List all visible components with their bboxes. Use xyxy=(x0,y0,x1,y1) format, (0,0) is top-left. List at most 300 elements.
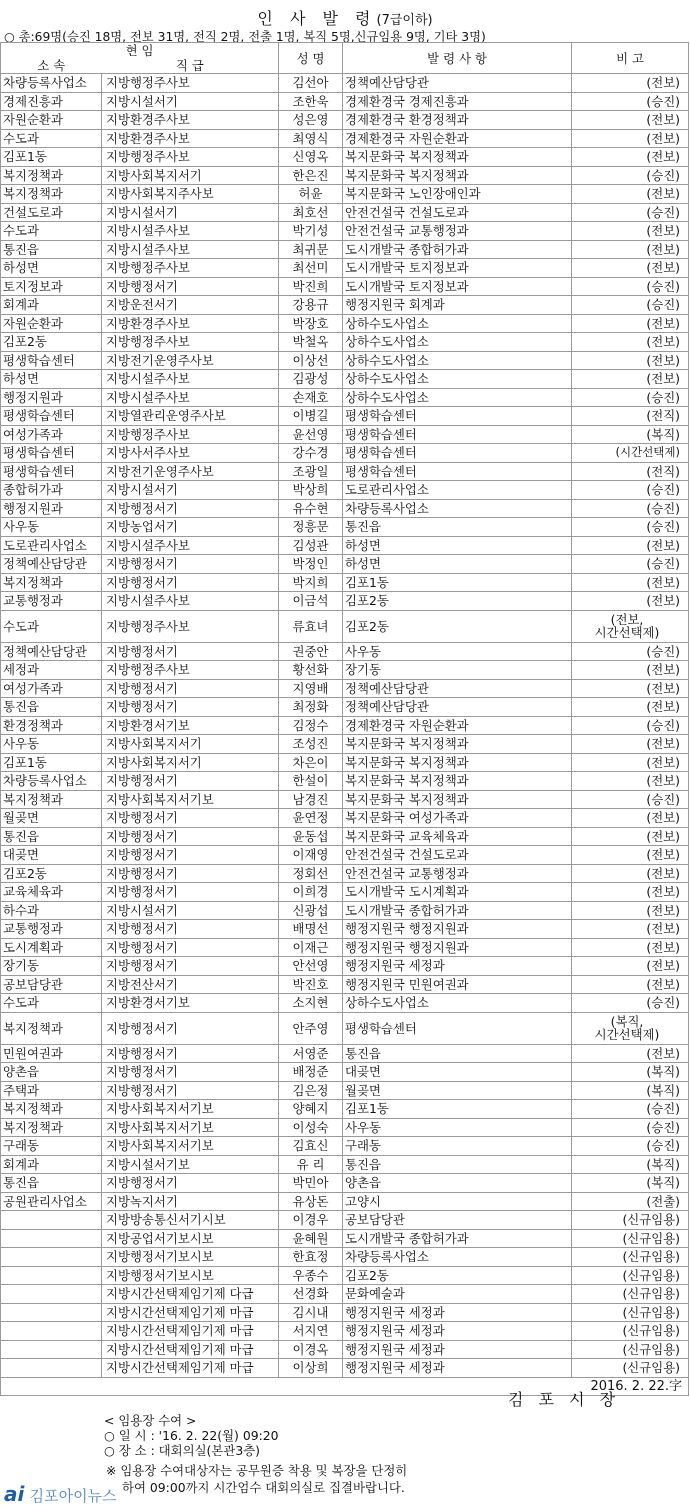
row-note: (승진) xyxy=(572,277,689,296)
table-row xyxy=(1,957,689,976)
row-name: 윤선영 xyxy=(279,425,343,444)
row-note: (전보) xyxy=(572,148,689,167)
table-row xyxy=(1,462,689,481)
row-rank: 지방환경서기보 xyxy=(102,716,279,735)
row-dept: 토지정보과 xyxy=(1,277,102,296)
row-rank: 지방환경주사보 xyxy=(102,314,279,333)
table-row xyxy=(1,975,689,994)
row-dept: 공보담당관 xyxy=(1,975,102,994)
row-rank: 지방행정서기 xyxy=(102,938,279,957)
row-name: 배명선 xyxy=(279,920,343,939)
row-dept: 대곶면 xyxy=(1,846,102,865)
row-name: 조광일 xyxy=(279,462,343,481)
row-rank: 지방행정주사보 xyxy=(102,661,279,680)
row-rank: 지방전기운영주사보 xyxy=(102,351,279,370)
row-rank: 지방시설주사보 xyxy=(102,592,279,611)
table-header xyxy=(1,43,689,74)
row-dept: 복지정책과 xyxy=(1,573,102,592)
table-row xyxy=(1,772,689,791)
row-order: 차량등록사업소 xyxy=(343,499,572,518)
row-order: 행정지원국 회계과 xyxy=(343,296,572,315)
row-rank: 지방행정서기 xyxy=(102,1081,279,1100)
table-row xyxy=(1,1322,689,1341)
table-row xyxy=(1,481,689,500)
row-dept: 수도과 xyxy=(1,222,102,241)
row-rank: 지방시설주사보 xyxy=(102,370,279,389)
row-note: (전보) xyxy=(572,592,689,611)
row-dept: 행정지원과 xyxy=(1,499,102,518)
row-name: 김시내 xyxy=(279,1303,343,1322)
row-dept: 민원여권과 xyxy=(1,1044,102,1063)
row-note: (전보) xyxy=(572,827,689,846)
ceremony-note-line2: 하여 09:00까지 시간엄수 대회의실로 집결바랍니다. xyxy=(122,1480,405,1495)
table-row xyxy=(1,1118,689,1137)
row-note: (전보) xyxy=(572,370,689,389)
row-note: (전보) xyxy=(572,753,689,772)
row-order: 복지문화국 복지정책과 xyxy=(343,148,572,167)
row-rank: 지방사회복지서기보 xyxy=(102,1100,279,1119)
row-dept: 통진읍 xyxy=(1,698,102,717)
row-order: 복지문화국 교육체육과 xyxy=(343,827,572,846)
row-dept: 교통행정과 xyxy=(1,592,102,611)
row-order: 정책예산담당관 xyxy=(343,74,572,93)
row-rank: 지방시간선택제임기제 다급 xyxy=(102,1285,279,1304)
row-name: 한설이 xyxy=(279,772,343,791)
table-row xyxy=(1,92,689,111)
table-row xyxy=(1,1359,689,1378)
row-note: (전직) xyxy=(572,462,689,481)
table-body xyxy=(1,74,689,1378)
row-order: 경제환경국 자원순환과 xyxy=(343,716,572,735)
row-note: (전보) xyxy=(572,661,689,680)
row-dept: 공원관리사업소 xyxy=(1,1192,102,1211)
row-rank: 지방행정서기 xyxy=(102,846,279,865)
row-order: 차량등록사업소 xyxy=(343,1248,572,1267)
row-dept: 평생학습센터 xyxy=(1,462,102,481)
row-rank: 지방시설서기보 xyxy=(102,1155,279,1174)
row-order: 복지문화국 복지정책과 xyxy=(343,790,572,809)
row-rank: 지방녹지서기 xyxy=(102,1192,279,1211)
table-row xyxy=(1,351,689,370)
row-name: 허윤 xyxy=(279,185,343,204)
row-dept: 주택과 xyxy=(1,1081,102,1100)
row-note: (승진) xyxy=(572,92,689,111)
row-note: (전보) xyxy=(572,240,689,259)
table-row xyxy=(1,1012,689,1044)
row-order: 행정지원국 세정과 xyxy=(343,1359,572,1378)
row-rank: 지방시설서기 xyxy=(102,203,279,222)
row-note: (복직) xyxy=(572,1155,689,1174)
row-note: (승진) xyxy=(572,555,689,574)
row-name: 이성숙 xyxy=(279,1118,343,1137)
row-order: 대곶면 xyxy=(343,1063,572,1082)
table-row xyxy=(1,864,689,883)
row-note: (신규임용) xyxy=(572,1229,689,1248)
row-name: 박장호 xyxy=(279,314,343,333)
row-note: (복직, 시간선택제) xyxy=(572,1012,689,1044)
row-note: (승진) xyxy=(572,790,689,809)
row-order: 상하수도사업소 xyxy=(343,994,572,1013)
row-order: 행정지원국 세정과 xyxy=(343,957,572,976)
row-name: 강용규 xyxy=(279,296,343,315)
page-title xyxy=(0,6,690,29)
row-dept: 평생학습센터 xyxy=(1,444,102,463)
row-dept: 복지정책과 xyxy=(1,790,102,809)
title-text: 인 사 발 령 xyxy=(257,9,377,28)
row-note: (전보) xyxy=(572,314,689,333)
row-note: (전보) xyxy=(572,846,689,865)
table-row xyxy=(1,573,689,592)
row-dept: 하성면 xyxy=(1,259,102,278)
row-dept: 김포2동 xyxy=(1,864,102,883)
table-row xyxy=(1,1303,689,1322)
row-rank: 지방환경서기보 xyxy=(102,994,279,1013)
row-dept: 통진읍 xyxy=(1,240,102,259)
ceremony-heading: < 임용장 수여 > xyxy=(104,1413,197,1428)
table-row xyxy=(1,518,689,537)
table-row xyxy=(1,277,689,296)
ceremony-place: ○ 장 소 : 대회의실(본관3층) xyxy=(104,1443,261,1458)
row-dept: 회계과 xyxy=(1,1155,102,1174)
row-rank: 지방환경주사보 xyxy=(102,111,279,130)
row-order: 경제환경국 환경정책과 xyxy=(343,111,572,130)
row-order: 경제환경국 경제진흥과 xyxy=(343,92,572,111)
row-name: 김은정 xyxy=(279,1081,343,1100)
row-order: 김포1동 xyxy=(343,1100,572,1119)
row-rank: 지방환경주사보 xyxy=(102,129,279,148)
row-note: (신규임용) xyxy=(572,1211,689,1230)
row-note: (복직) xyxy=(572,425,689,444)
row-order: 안전건설국 교통행정과 xyxy=(343,864,572,883)
row-name: 차은이 xyxy=(279,753,343,772)
row-rank: 지방행정서기 xyxy=(102,864,279,883)
row-name: 안주영 xyxy=(279,1012,343,1044)
row-order: 경제환경국 자원순환과 xyxy=(343,129,572,148)
row-rank: 지방시간선택제임기제 마급 xyxy=(102,1322,279,1341)
row-dept xyxy=(1,1340,102,1359)
row-note: (승진) xyxy=(572,499,689,518)
row-order: 평생학습센터 xyxy=(343,444,572,463)
row-name: 윤혜원 xyxy=(279,1229,343,1248)
row-dept: 복지정책과 xyxy=(1,1118,102,1137)
row-rank: 지방사회복지서기보 xyxy=(102,1118,279,1137)
row-rank: 지방행정서기 xyxy=(102,1012,279,1044)
row-dept: 교육체육과 xyxy=(1,883,102,902)
row-note: (전보) xyxy=(572,351,689,370)
table-row xyxy=(1,827,689,846)
row-note: (전보) xyxy=(572,698,689,717)
row-name: 이상희 xyxy=(279,1359,343,1378)
row-note: (전보, 시간선택제) xyxy=(572,610,689,642)
row-name: 선경화 xyxy=(279,1285,343,1304)
row-note: (승진) xyxy=(572,1100,689,1119)
row-name: 성은영 xyxy=(279,111,343,130)
row-rank: 지방시간선택제임기제 마급 xyxy=(102,1359,279,1378)
row-note: (신규임용) xyxy=(572,1285,689,1304)
row-rank: 지방행정주사보 xyxy=(102,74,279,93)
row-order: 안전건설국 건설도로과 xyxy=(343,203,572,222)
row-name: 이금석 xyxy=(279,592,343,611)
ceremony-note-line1: ※ 임용장 수여대상자는 공무원증 착용 및 복장을 단정히 xyxy=(106,1463,408,1478)
table-row xyxy=(1,920,689,939)
row-rank: 지방행정서기보시보 xyxy=(102,1266,279,1285)
watermark-text: 김포아이뉴스 xyxy=(29,1487,117,1505)
row-order: 복지문화국 노인장애인과 xyxy=(343,185,572,204)
row-order: 통진읍 xyxy=(343,1044,572,1063)
row-name: 안선영 xyxy=(279,957,343,976)
row-note: (승진) xyxy=(572,518,689,537)
row-rank: 지방행정서기 xyxy=(102,642,279,661)
row-name: 최호선 xyxy=(279,203,343,222)
row-name: 정회선 xyxy=(279,864,343,883)
table-row xyxy=(1,1063,689,1082)
row-rank: 지방사회복지서기보 xyxy=(102,790,279,809)
row-order: 도시개발국 토지정보과 xyxy=(343,259,572,278)
row-order: 평생학습센터 xyxy=(343,1012,572,1044)
row-order: 평생학습센터 xyxy=(343,407,572,426)
row-dept: 복지정책과 xyxy=(1,1012,102,1044)
row-dept: 복지정책과 xyxy=(1,1100,102,1119)
row-rank: 지방행정서기 xyxy=(102,1174,279,1193)
row-order: 정책예산담당관 xyxy=(343,698,572,717)
row-order: 평생학습센터 xyxy=(343,462,572,481)
row-name: 이상선 xyxy=(279,351,343,370)
header-order: 발 령 사 항 xyxy=(343,43,572,74)
row-rank: 지방시설주사보 xyxy=(102,240,279,259)
table-row xyxy=(1,790,689,809)
row-order: 구래동 xyxy=(343,1137,572,1156)
row-dept: 평생학습센터 xyxy=(1,407,102,426)
row-order: 장기동 xyxy=(343,661,572,680)
row-note: (전보) xyxy=(572,883,689,902)
row-order: 행정지원국 행정지원과 xyxy=(343,938,572,957)
watermark-mark: ai xyxy=(4,1482,25,1506)
row-rank: 지방행정서기 xyxy=(102,883,279,902)
table-row xyxy=(1,1081,689,1100)
table-row xyxy=(1,240,689,259)
row-order: 안전건설국 건설도로과 xyxy=(343,846,572,865)
row-rank: 지방행정주사보 xyxy=(102,148,279,167)
table-row xyxy=(1,735,689,754)
row-name: 김효신 xyxy=(279,1137,343,1156)
row-name: 김정수 xyxy=(279,716,343,735)
table-row xyxy=(1,679,689,698)
row-name: 유 리 xyxy=(279,1155,343,1174)
row-dept: 환경정책과 xyxy=(1,716,102,735)
row-note: (승진) xyxy=(572,296,689,315)
row-order: 상하수도사업소 xyxy=(343,351,572,370)
row-rank: 지방운전서기 xyxy=(102,296,279,315)
row-name: 박진희 xyxy=(279,277,343,296)
table-row xyxy=(1,883,689,902)
row-rank: 지방시설주사보 xyxy=(102,536,279,555)
row-dept: 도시계획과 xyxy=(1,938,102,957)
row-dept: 정책예산담당관 xyxy=(1,642,102,661)
row-note: (승진) xyxy=(572,203,689,222)
row-dept: 정책예산담당관 xyxy=(1,555,102,574)
issue-date: 2016. 2. 22.字 xyxy=(1,1377,689,1396)
row-rank: 지방시설서기 xyxy=(102,901,279,920)
row-name: 양혜지 xyxy=(279,1100,343,1119)
row-order: 도시개발국 도시계획과 xyxy=(343,883,572,902)
row-rank: 지방행정서기 xyxy=(102,698,279,717)
row-order: 도시개발국 토지정보과 xyxy=(343,277,572,296)
row-name: 류효녀 xyxy=(279,610,343,642)
row-name: 배정준 xyxy=(279,1063,343,1082)
mayor-signature: 김 포 시 장 xyxy=(508,1390,621,1409)
row-order: 공보담당관 xyxy=(343,1211,572,1230)
row-name: 박정인 xyxy=(279,555,343,574)
row-name: 윤동섭 xyxy=(279,827,343,846)
row-order: 정책예산담당관 xyxy=(343,679,572,698)
row-rank: 지방행정서기 xyxy=(102,573,279,592)
row-note: (전보) xyxy=(572,864,689,883)
row-name: 서영준 xyxy=(279,1044,343,1063)
ceremony-time: ○ 일 시 : '16. 2. 22(월) 09:20 xyxy=(104,1428,279,1443)
row-note: (전보) xyxy=(572,735,689,754)
row-dept xyxy=(1,1266,102,1285)
row-order: 상하수도사업소 xyxy=(343,388,572,407)
row-rank: 지방행정주사보 xyxy=(102,259,279,278)
row-name: 우종수 xyxy=(279,1266,343,1285)
row-rank: 지방공업서기보시보 xyxy=(102,1229,279,1248)
row-name: 김광성 xyxy=(279,370,343,389)
row-order: 상하수도사업소 xyxy=(343,333,572,352)
table-row xyxy=(1,661,689,680)
row-name: 이경우 xyxy=(279,1211,343,1230)
row-note: (신규임용) xyxy=(572,1340,689,1359)
table-row xyxy=(1,1340,689,1359)
row-dept xyxy=(1,1359,102,1378)
table-row xyxy=(1,592,689,611)
row-note: (전보) xyxy=(572,901,689,920)
row-rank: 지방시설주사보 xyxy=(102,222,279,241)
row-note: (전보) xyxy=(572,111,689,130)
table-row xyxy=(1,388,689,407)
table-row xyxy=(1,407,689,426)
row-note: (승진) xyxy=(572,1137,689,1156)
table-row xyxy=(1,642,689,661)
row-order: 도로관리사업소 xyxy=(343,481,572,500)
row-order: 행정지원국 세정과 xyxy=(343,1303,572,1322)
row-order: 월곶면 xyxy=(343,1081,572,1100)
table-row xyxy=(1,148,689,167)
row-note: (전보) xyxy=(572,185,689,204)
row-note: (전보) xyxy=(572,259,689,278)
row-name: 이재근 xyxy=(279,938,343,957)
row-note: (전보) xyxy=(572,573,689,592)
row-order: 도시개발국 종합허가과 xyxy=(343,1229,572,1248)
table-row xyxy=(1,1192,689,1211)
row-note: (전보) xyxy=(572,772,689,791)
table-row xyxy=(1,259,689,278)
row-rank: 지방행정서기 xyxy=(102,957,279,976)
row-rank: 지방농업서기 xyxy=(102,518,279,537)
table-row xyxy=(1,203,689,222)
row-note: (승진) xyxy=(572,388,689,407)
row-rank: 지방행정서기 xyxy=(102,499,279,518)
table-row xyxy=(1,901,689,920)
row-order: 복지문화국 복지정책과 xyxy=(343,166,572,185)
row-name: 지영배 xyxy=(279,679,343,698)
table-row xyxy=(1,938,689,957)
row-name: 박민아 xyxy=(279,1174,343,1193)
row-dept xyxy=(1,1303,102,1322)
row-rank: 지방행정주사보 xyxy=(102,610,279,642)
header-dept: 소 속 xyxy=(1,58,102,74)
row-rank: 지방행정서기 xyxy=(102,679,279,698)
row-order: 하성면 xyxy=(343,555,572,574)
row-dept: 복지정책과 xyxy=(1,166,102,185)
table-row xyxy=(1,222,689,241)
row-note: (전보) xyxy=(572,975,689,994)
table-row xyxy=(1,1248,689,1267)
row-note: (승진) xyxy=(572,716,689,735)
row-name: 이경옥 xyxy=(279,1340,343,1359)
row-dept: 회계과 xyxy=(1,296,102,315)
row-order: 행정지원국 세정과 xyxy=(343,1340,572,1359)
row-note: (전출) xyxy=(572,1192,689,1211)
row-rank: 지방시설서기 xyxy=(102,92,279,111)
row-order: 김포2동 xyxy=(343,610,572,642)
row-rank: 지방열관리운영주사보 xyxy=(102,407,279,426)
row-dept: 사우동 xyxy=(1,518,102,537)
row-rank: 지방행정주사보 xyxy=(102,425,279,444)
row-name: 조한욱 xyxy=(279,92,343,111)
table-row xyxy=(1,296,689,315)
row-dept: 구래동 xyxy=(1,1137,102,1156)
row-order: 상하수도사업소 xyxy=(343,370,572,389)
row-note: (전직) xyxy=(572,407,689,426)
row-order: 복지문화국 복지정책과 xyxy=(343,735,572,754)
row-note: (전보) xyxy=(572,129,689,148)
row-dept: 차량등록사업소 xyxy=(1,772,102,791)
row-dept: 하수과 xyxy=(1,901,102,920)
row-note: (시간선택제) xyxy=(572,444,689,463)
row-note: (복직) xyxy=(572,1063,689,1082)
table-row xyxy=(1,753,689,772)
row-order: 김포1동 xyxy=(343,573,572,592)
row-note: (신규임용) xyxy=(572,1248,689,1267)
row-dept: 세정과 xyxy=(1,661,102,680)
row-name: 최영식 xyxy=(279,129,343,148)
row-dept: 김포2동 xyxy=(1,333,102,352)
table-row xyxy=(1,698,689,717)
table-row xyxy=(1,314,689,333)
row-rank: 지방행정서기 xyxy=(102,772,279,791)
row-name: 최정화 xyxy=(279,698,343,717)
row-note: (복직) xyxy=(572,1174,689,1193)
row-name: 김선아 xyxy=(279,74,343,93)
row-rank: 지방전산서기 xyxy=(102,975,279,994)
table-row xyxy=(1,1229,689,1248)
table-row xyxy=(1,716,689,735)
row-dept xyxy=(1,1248,102,1267)
row-dept: 여성가족과 xyxy=(1,679,102,698)
table-row xyxy=(1,499,689,518)
row-note: (신규임용) xyxy=(572,1322,689,1341)
row-note: (전보) xyxy=(572,809,689,828)
row-dept: 사우동 xyxy=(1,735,102,754)
row-name: 손재호 xyxy=(279,388,343,407)
row-name: 신영옥 xyxy=(279,148,343,167)
row-name: 박진호 xyxy=(279,975,343,994)
row-rank: 지방시설주사보 xyxy=(102,388,279,407)
row-dept: 종합허가과 xyxy=(1,481,102,500)
header-note: 비 고 xyxy=(572,43,689,74)
row-name: 정흥문 xyxy=(279,518,343,537)
row-note: (전보) xyxy=(572,333,689,352)
